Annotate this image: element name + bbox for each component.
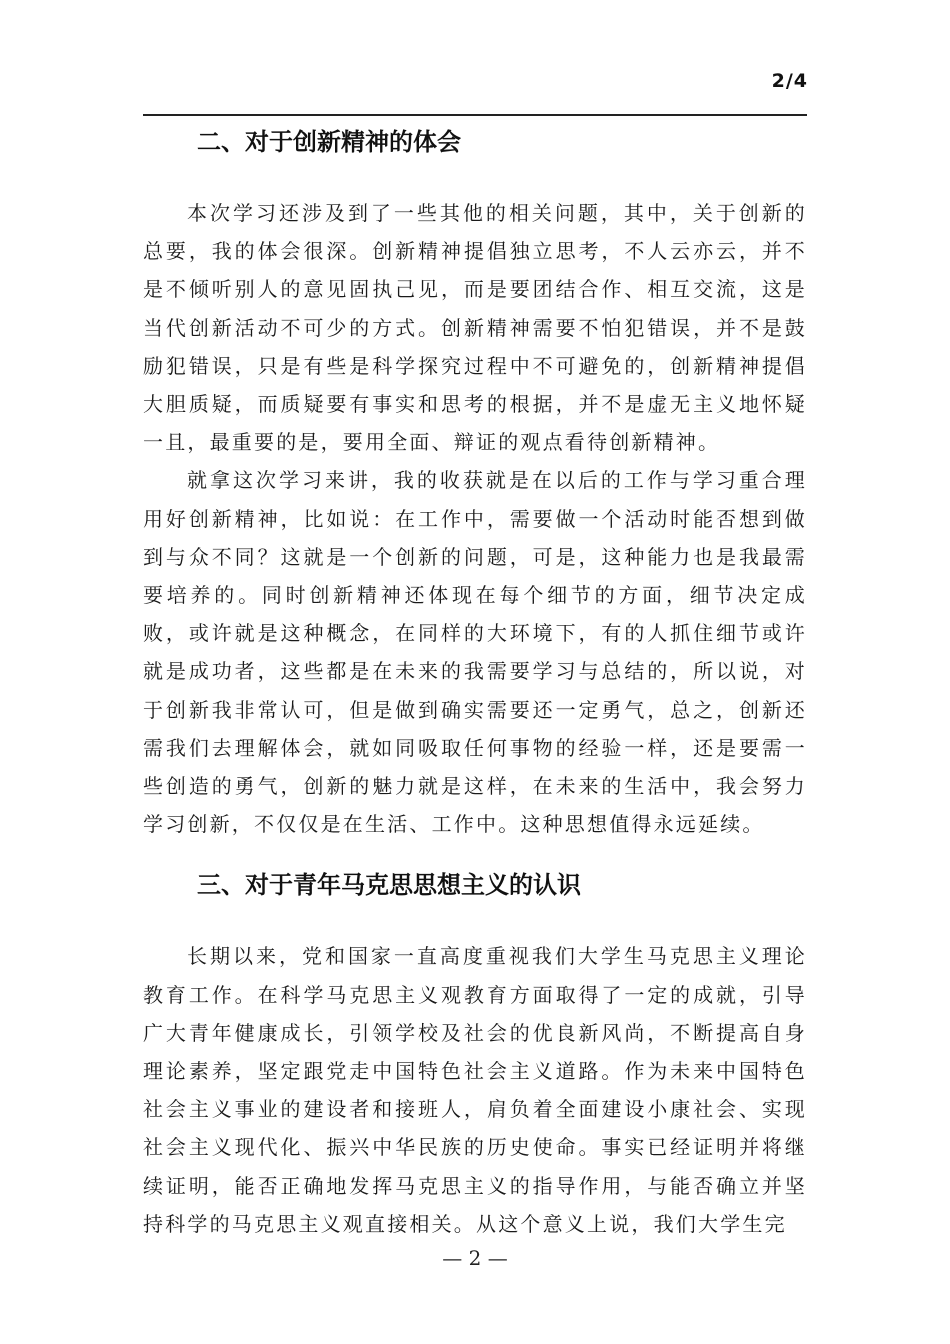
section-heading-marxism: 三、对于青年马克思思想主义的认识 (197, 871, 581, 900)
document-body (143, 118, 807, 1243)
page-counter: 2/4 (771, 70, 808, 92)
header-divider (143, 114, 807, 116)
paragraph: 本次学习还涉及到了一些其他的相关问题，其中，关于创新的总要，我的体会很深。创新精神提倡独立思考，不人云亦云，并不是不倾听别人的意见固执己见，而是要团结合作、相互交流，这是当代创新活动不可少的方式。创新精神需要不怕犯错误，并不是鼓励犯错误，只是有些是科学探究过程中不可避免的，创新精神提倡大胆质疑，而质疑要有事实和思考的根据，并不是虚无主义地怀疑一且，最重要的是，要用全面、辩证的观点看待创新精神。 (143, 201, 807, 455)
paragraph: 长期以来，党和国家一直高度重视我们大学生马克思主义理论教育工作。在科学马克思主义观教育方面取得了一定的成就，引导广大青年健康成长，引领学校及社会的优良新风尚，不断提高自身理论素养，坚定跟党走中国特色社会主义道路。作为未来中国特色社会主义事业的建设者和接班人，肩负着全面建设小康社会、实现社会主义现代化、振兴中华民族的历史使命。事实已经证明并将继续证明，能否正确地发挥马克思主义的指导作用，与能否确立并坚持科学的马克思主义观直接相关。从这个意义上说，我们大学生完 (143, 944, 807, 1236)
section-heading-innovation: 二、对于创新精神的体会 (197, 128, 461, 156)
paragraph: 就拿这次学习来讲，我的收获就是在以后的工作与学习重合理用好创新精神，比如说：在工作中，需要做一个活动时能否想到做到与众不同？这就是一个创新的问题，可是，这种能力也是我最需要培养的。同时创新精神还体现在每个细节的方面，细节决定成败，或许就是这种概念，在同样的大环境下，有的人抓住细节或许就是成功者，这些都是在未来的我需要学习与总结的，所以说，对于创新我非常认可，但是做到确实需要还一定勇气，总之，创新还需我们去理解体会，就如同吸取任何事物的经验一样，还是要需一些创造的勇气，创新的魅力就是这样，在未来的生活中，我会努力学习创新，不仅仅是在生活、工作中。这种思想值得永远延续。 (143, 468, 807, 837)
footer-page-number: — 2 — (442, 1246, 508, 1270)
